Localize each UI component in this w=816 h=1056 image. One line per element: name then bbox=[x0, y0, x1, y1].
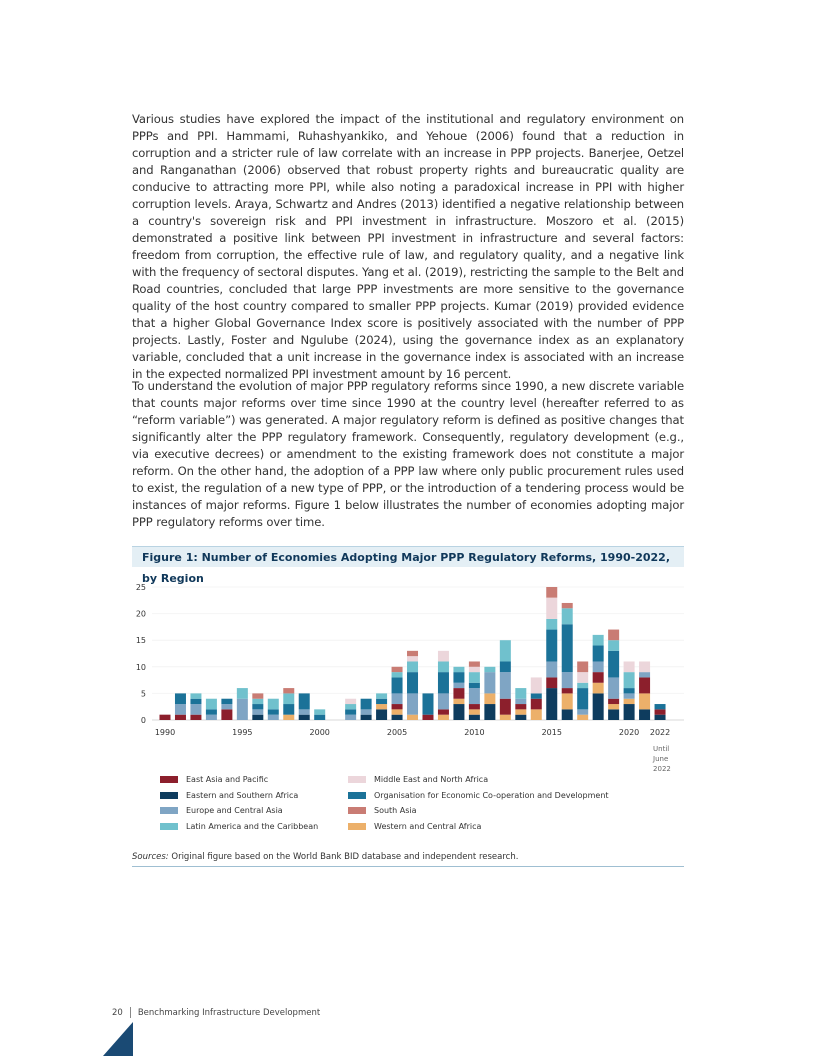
x-tick-label: 2005 bbox=[386, 728, 408, 737]
bar-segment bbox=[361, 715, 372, 720]
legend-swatch bbox=[160, 807, 178, 814]
bar-segment bbox=[221, 704, 232, 709]
bar-segment bbox=[639, 661, 650, 672]
page-number: 20 bbox=[112, 1008, 123, 1018]
bar-segment bbox=[546, 598, 557, 619]
bar-segment bbox=[546, 661, 557, 677]
bar-segment bbox=[268, 709, 279, 714]
bar-segment bbox=[438, 651, 449, 662]
bar-segment bbox=[577, 709, 588, 714]
publication-title: Benchmarking Infrastructure Development bbox=[137, 1008, 321, 1018]
bar-segment bbox=[175, 693, 186, 704]
bar-segment bbox=[624, 672, 635, 688]
bar-segment bbox=[190, 715, 201, 720]
bar-segment bbox=[345, 715, 356, 720]
bar-segment bbox=[562, 672, 573, 688]
bar-segment bbox=[453, 688, 464, 699]
legend-swatch bbox=[348, 823, 366, 830]
legend-item bbox=[160, 791, 298, 800]
bar-segment bbox=[252, 709, 263, 714]
bar-segment bbox=[593, 683, 604, 694]
bar-segment bbox=[639, 709, 650, 720]
bar-segment bbox=[562, 688, 573, 693]
y-tick-label: 15 bbox=[135, 636, 146, 646]
bar-segment bbox=[190, 699, 201, 704]
sources-text: Original figure based on the World Bank BID database and independent research. bbox=[168, 852, 519, 862]
x-tick-note: June bbox=[653, 755, 669, 763]
bar-segment bbox=[639, 693, 650, 709]
x-tick-note: Until bbox=[653, 745, 670, 753]
bar-segment bbox=[469, 704, 480, 709]
legend-item bbox=[160, 775, 268, 784]
bar-segment bbox=[252, 704, 263, 709]
bar-segment bbox=[469, 672, 480, 683]
figure-sources bbox=[132, 852, 518, 862]
bar-segment bbox=[500, 661, 511, 672]
bar-segment bbox=[314, 715, 325, 720]
bar-segment bbox=[438, 709, 449, 714]
bar-segment bbox=[469, 709, 480, 714]
legend-label: Western and Central Africa bbox=[374, 821, 482, 831]
bar-segment bbox=[639, 672, 650, 677]
bar-segment bbox=[407, 693, 418, 714]
bar-segment bbox=[608, 677, 619, 698]
bar-segment bbox=[624, 699, 635, 704]
bar-segment bbox=[252, 699, 263, 704]
figure-title: Figure 1: Number of Economies Adopting Major PPP Regulatory Reforms, 1990-2022, by Region bbox=[132, 546, 684, 567]
bar-segment bbox=[407, 661, 418, 672]
bar-segment bbox=[546, 688, 557, 720]
y-tick-label: 0 bbox=[140, 716, 146, 725]
bar-segment bbox=[392, 677, 403, 693]
corner-decoration bbox=[103, 1022, 133, 1056]
legend-item bbox=[160, 806, 283, 815]
y-tick-label: 20 bbox=[135, 609, 146, 619]
bar-segment bbox=[392, 693, 403, 704]
bar-segment bbox=[407, 651, 418, 656]
legend-label: Europe and Central Asia bbox=[186, 806, 283, 815]
bar-segment bbox=[515, 709, 526, 714]
legend-swatch bbox=[348, 776, 366, 783]
bar-segment bbox=[469, 715, 480, 720]
bar-segment bbox=[422, 693, 433, 714]
bar-segment bbox=[655, 704, 666, 709]
bar-segment bbox=[376, 699, 387, 704]
body-paragraph: To understand the evolution of major PPP regulatory reforms since 1990, a new discrete variable that counts major reforms over time since 1990 at the country level (hereafter referred to as “reform variable”) was generated. A major regulatory reform is defined as positive changes that significantly alter the PPP regulatory framework. Consequently, regulatory development (e.g., via executive decrees) or amendment to the existing framework does not constitute a major reform. On the other hand, the adoption of a PPP law where only public procurement rules used to exist, the regulation of a new type of PPP, or the introduction of a tendering process would be instances of major reforms. Figure 1 below illustrates the number of economies adopting major PPP regulatory reforms over time. bbox=[132, 379, 684, 529]
x-tick-label: 2010 bbox=[464, 728, 485, 737]
bar-segment bbox=[608, 630, 619, 641]
bar-segment bbox=[206, 715, 217, 720]
legend-label: Organisation for Economic Co-operation and Development bbox=[374, 790, 609, 800]
bar-segment bbox=[190, 704, 201, 715]
bar-segment bbox=[562, 603, 573, 608]
legend-swatch bbox=[348, 807, 366, 814]
bar-segment bbox=[500, 699, 511, 715]
bar-segment bbox=[608, 651, 619, 678]
legend-item bbox=[348, 775, 488, 784]
bar-segment bbox=[593, 646, 604, 662]
bar-segment bbox=[252, 715, 263, 720]
bar-segment bbox=[392, 672, 403, 677]
bar-segment bbox=[515, 688, 526, 699]
bar-segment bbox=[484, 672, 495, 693]
bar-segment bbox=[624, 661, 635, 672]
bar-segment bbox=[345, 704, 356, 709]
bar-segment bbox=[655, 715, 666, 720]
bar-segment bbox=[577, 661, 588, 672]
x-tick-label: 1995 bbox=[232, 728, 253, 737]
bar-segment bbox=[577, 683, 588, 688]
page-footer bbox=[112, 1007, 320, 1018]
bar-segment bbox=[577, 688, 588, 709]
bar-segment bbox=[237, 688, 248, 699]
bar-segment bbox=[345, 699, 356, 704]
bar-segment bbox=[593, 693, 604, 720]
sources-label: Sources: bbox=[132, 852, 169, 862]
bar-segment bbox=[655, 709, 666, 714]
x-tick-label: 2022 bbox=[649, 728, 671, 737]
bar-segment bbox=[392, 709, 403, 714]
legend-label: Eastern and Southern Africa bbox=[186, 790, 299, 800]
x-tick-label: 2020 bbox=[618, 728, 640, 737]
bar-segment bbox=[283, 693, 294, 704]
legend-item bbox=[160, 822, 318, 831]
stacked-bar-chart bbox=[132, 572, 684, 782]
x-tick-label: 1990 bbox=[154, 728, 176, 737]
legend-swatch bbox=[160, 792, 178, 799]
bar-segment bbox=[624, 693, 635, 698]
bar-segment bbox=[392, 704, 403, 709]
bar-segment bbox=[221, 709, 232, 720]
bar-segment bbox=[252, 693, 263, 698]
y-tick-label: 25 bbox=[135, 583, 146, 592]
legend-swatch bbox=[348, 792, 366, 799]
bar-segment bbox=[314, 709, 325, 714]
bar-segment bbox=[206, 699, 217, 710]
bar-segment bbox=[500, 640, 511, 661]
bar-segment bbox=[453, 683, 464, 688]
bar-segment bbox=[531, 699, 542, 710]
bar-segment bbox=[221, 699, 232, 704]
x-tick-label: 2015 bbox=[541, 728, 562, 737]
bar-segment bbox=[453, 672, 464, 683]
bar-segment bbox=[175, 715, 186, 720]
bar-segment bbox=[531, 693, 542, 698]
bar-segment bbox=[608, 699, 619, 704]
bar-segment bbox=[190, 693, 201, 698]
bar-segment bbox=[376, 709, 387, 720]
y-tick-label: 10 bbox=[135, 662, 146, 672]
bar-segment bbox=[608, 709, 619, 720]
bar-segment bbox=[624, 704, 635, 720]
bar-segment bbox=[624, 688, 635, 693]
bar-segment bbox=[175, 704, 186, 715]
bar-segment bbox=[531, 677, 542, 693]
legend-label: Latin America and the Caribbean bbox=[186, 821, 319, 831]
bar-segment bbox=[438, 672, 449, 693]
legend-label: East Asia and Pacific bbox=[186, 775, 269, 784]
bar-segment bbox=[361, 699, 372, 710]
bar-segment bbox=[453, 667, 464, 672]
bar-segment bbox=[376, 704, 387, 709]
bar-segment bbox=[608, 640, 619, 651]
bar-segment bbox=[283, 688, 294, 693]
bar-segment bbox=[562, 709, 573, 720]
legend-label: South Asia bbox=[374, 806, 417, 815]
bar-segment bbox=[469, 667, 480, 672]
bar-segment bbox=[562, 693, 573, 709]
bar-segment bbox=[577, 672, 588, 683]
bar-segment bbox=[345, 709, 356, 714]
bar-segment bbox=[546, 619, 557, 630]
bar-segment bbox=[593, 635, 604, 646]
divider bbox=[130, 1007, 131, 1018]
bar-segment bbox=[376, 693, 387, 698]
bar-segment bbox=[515, 704, 526, 709]
bar-segment bbox=[593, 661, 604, 672]
legend-swatch bbox=[160, 823, 178, 830]
bar-segment bbox=[453, 699, 464, 704]
bar-segment bbox=[392, 715, 403, 720]
bar-segment bbox=[438, 693, 449, 709]
bar-segment bbox=[407, 656, 418, 661]
bar-segment bbox=[438, 661, 449, 672]
bar-segment bbox=[206, 709, 217, 714]
bar-segment bbox=[160, 715, 171, 720]
bar-segment bbox=[469, 661, 480, 666]
bar-segment bbox=[515, 715, 526, 720]
x-tick-label: 2000 bbox=[309, 728, 330, 737]
legend-label: Middle East and North Africa bbox=[374, 775, 489, 784]
y-tick-label: 5 bbox=[140, 689, 146, 699]
bar-segment bbox=[268, 699, 279, 710]
bar-segment bbox=[392, 667, 403, 672]
x-tick-note: 2022 bbox=[653, 765, 671, 773]
bar-segment bbox=[531, 709, 542, 720]
bar-segment bbox=[299, 715, 310, 720]
bar-segment bbox=[608, 704, 619, 709]
bar-segment bbox=[500, 672, 511, 699]
bar-segment bbox=[515, 699, 526, 704]
bar-segment bbox=[283, 715, 294, 720]
bar-segment bbox=[500, 715, 511, 720]
legend-item bbox=[348, 822, 481, 831]
bar-segment bbox=[361, 709, 372, 714]
bar-segment bbox=[299, 709, 310, 714]
bar-segment bbox=[546, 587, 557, 598]
bar-segment bbox=[453, 704, 464, 720]
bar-segment bbox=[268, 715, 279, 720]
body-paragraph: Various studies have explored the impact of the institutional and regulatory environment on PPPs and PPI. Hammami, Ruhashyankiko, and Yehoue (2006) found that a reduction in corruption and a stricter rule of law correlate with an increase in PPP projects. Banerjee, Oetzel and Ranganathan (2006) observed that robust property rights and bureaucratic quality are conducive to attracting more PPI, while also noting a paradoxical increase in PPI with higher corruption levels. Araya, Schwartz and Andres (2013) identified a negative relationship between a country's sovereign risk and PPI investment in infrastructure. Moszoro et al. (2015) demonstrated a positive link between PPI investment in infrastructure and several factors: freedom from corruption, the effective rule of law, and regulatory quality, and a negative link with the frequency of sectoral disputes. Yang et al. (2019), restricting the sample to the Belt and Road countries, concluded that large PPP investments are more sensitive to the governance quality of the host country compared to smaller PPP projects. Kumar (2019) provided evidence that a higher Global Governance Index score is positively associated with the number of PPP projects. Lastly, Foster and Ngulube (2024), using the governance index as an explanatory variable, concluded that a unit increase in the governance index is associated with an increase in the expected normalized PPI investment amount by 16 percent. bbox=[132, 112, 684, 381]
bar-segment bbox=[469, 683, 480, 688]
legend-item bbox=[348, 791, 609, 800]
bar-segment bbox=[577, 715, 588, 720]
bar-segment bbox=[639, 677, 650, 693]
bar-segment bbox=[546, 630, 557, 662]
bar-segment bbox=[562, 624, 573, 672]
bar-segment bbox=[237, 699, 248, 720]
bar-segment bbox=[562, 608, 573, 624]
legend-item bbox=[348, 806, 417, 815]
bar-segment bbox=[484, 693, 495, 704]
bar-segment bbox=[299, 693, 310, 709]
bar-segment bbox=[484, 704, 495, 720]
bar-segment bbox=[546, 677, 557, 688]
bar-segment bbox=[438, 715, 449, 720]
bar-segment bbox=[283, 704, 294, 715]
bar-segment bbox=[593, 672, 604, 683]
bar-segment bbox=[484, 667, 495, 672]
bar-segment bbox=[407, 672, 418, 693]
bar-segment bbox=[407, 715, 418, 720]
bar-segment bbox=[469, 688, 480, 704]
bar-segment bbox=[422, 715, 433, 720]
legend-swatch bbox=[160, 776, 178, 783]
divider bbox=[132, 866, 684, 867]
